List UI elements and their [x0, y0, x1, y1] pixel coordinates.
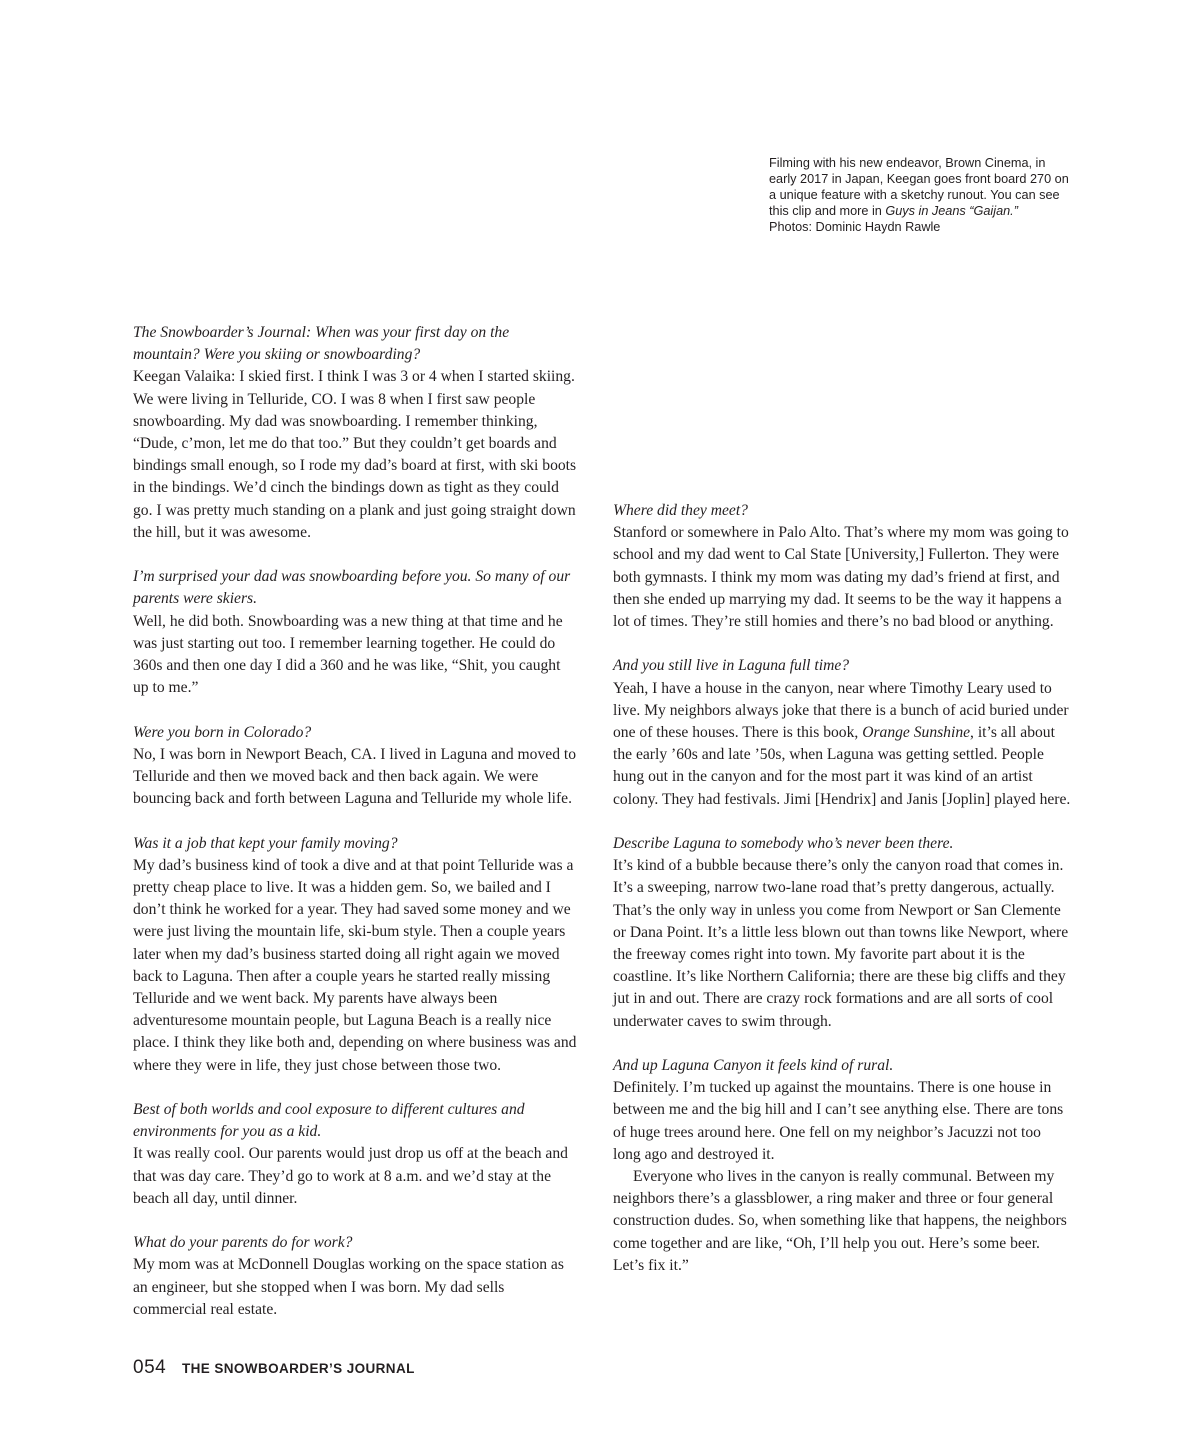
interview-question: Best of both worlds and cool exposure to different cultures and environments for you as a kid. [133, 1101, 525, 1141]
qa-block [613, 500, 1071, 633]
publication-name: THE SNOWBOARDER’S JOURNAL [182, 1361, 415, 1376]
interview-answer: My mom was at McDonnell Douglas working on the space station as an engineer, but she stopped when I was born. My dad sells commercial real estate. [133, 1256, 564, 1318]
qa-block [613, 655, 1071, 810]
interview-answer-continued: Everyone who lives in the canyon is really communal. Between my neighbors there’s a glassblower, a ring maker and three or four general construction dudes. So, when something like that happens, the neighbors come together and are like, “Oh, I’ll help you out. Here’s some beer. Let’s fix it.” [613, 1168, 1067, 1274]
interview-question: Was it a job that kept your family moving? [133, 834, 398, 852]
interview-answer: Definitely. I’m tucked up against the mountains. There is one house in between me and the big hill and I can’t see anything else. There are tons of huge trees around here. One fell on my neighbor’s Jacuzzi not too long ago and destroyed it. [613, 1079, 1064, 1163]
photo-credit: Photos: Dominic Haydn Rawle [769, 220, 941, 235]
interview-question: I’m surprised your dad was snowboarding before you. So many of our parents were skiers. [133, 568, 571, 608]
left-column [133, 322, 578, 1343]
qa-block [613, 833, 1071, 1033]
qa-block [133, 833, 578, 1077]
interview-question: The Snowboarder’s Journal: When was your first day on the mountain? Were you skiing or snowboarding? [133, 324, 510, 364]
interview-question: Were you born in Colorado? [133, 723, 312, 741]
interview-question: And you still live in Laguna full time? [613, 657, 850, 675]
photo-caption [769, 155, 1069, 235]
caption-film-title: Guys in Jeans “Gaijan.” [885, 204, 1018, 219]
qa-block [133, 322, 578, 544]
qa-block [133, 722, 578, 811]
interview-answer [613, 678, 1071, 811]
interview-question: Where did they meet? [613, 502, 748, 519]
caption-text [769, 155, 1069, 219]
interview-answer: It was really cool. Our parents would just drop us off at the beach and that was day care. They’d go to work at 8 a.m. and we’d stay at the beach all day, until dinner. [133, 1145, 568, 1207]
interview-question: Describe Laguna to somebody who’s never been there. [613, 835, 954, 853]
page-number: 054 [133, 1357, 167, 1378]
interview-question: What do your parents do for work? [133, 1234, 353, 1252]
book-title: Orange Sunshine [862, 724, 971, 742]
interview-answer: Stanford or somewhere in Palo Alto. That’s where my mom was going to school and my dad went to Cal State [University,] Fullerton. They were both gymnasts. I think my mom was dating my dad’s friend at first, and then she ended up marrying my dad. It seems to be the way it happens a lot of times. They’re still homies and there’s no bad blood or anything. [613, 524, 1069, 631]
interview-answer: My dad’s business kind of took a dive and at that point Telluride was a pretty cheap place to live. It was a hidden gem. So, we bailed and I don’t think he worked for a year. They had saved some money and we were just living the mountain life, ski-bum style. Then a couple years later when my dad’s business started doing all right again we moved back to Laguna. Then after a couple years he started really missing Telluride and we went back. My parents have always been adventuresome mountain people, but Laguna Beach is a really nice place. I think they like both and, depending on where business was and where they were in life, they just chose between those two. [133, 856, 577, 1074]
caption-body: Filming with his new endeavor, Brown Cinema, in early 2017 in Japan, Keegan goes front board 270 on a unique feature with a sketchy runout. You can see this clip and more in [769, 156, 1069, 219]
qa-block [133, 1099, 578, 1210]
right-column [613, 500, 1071, 1299]
answer-text: Yeah, I have a house in the canyon, near where Timothy Leary used to live. My neighbors always joke that there is a bunch of acid buried under one of these houses. There is this book, [613, 679, 1069, 742]
qa-block [133, 1232, 578, 1321]
interview-answer: It’s kind of a bubble because there’s only the canyon road that comes in. It’s a sweeping, narrow two-lane road that’s pretty dangerous, actually. That’s the only way in unless you come from Newport or San Clemente or Dana Point. It’s a little less blown out than towns like Newport, where the freeway comes right into town. My favorite part about it is the coastline. It’s like Northern California; there are these big cliffs and they jut in and out. There are crazy rock formations and are all sorts of cool underwater caves to swim through. [613, 857, 1069, 1030]
interview-question: And up Laguna Canyon it feels kind of rural. [613, 1057, 894, 1075]
interview-answer: No, I was born in Newport Beach, CA. I lived in Laguna and moved to Telluride and then we moved back and then back again. We were bouncing back and forth between Laguna and Telluride my whole life. [133, 745, 577, 808]
answer-text: , it’s all about the early ’60s and late ’50s, when Laguna was getting settled. People hung out in the canyon and for the most part it was kind of an artist colony. They had festivals. Jimi [Hendrix] and Janis [Joplin] played here. [613, 724, 1071, 808]
interview-answer: Well, he did both. Snowboarding was a new thing at that time and he was just starting out too. I remember learning together. He could do 360s and then one day I did a 360 and he was like, “Shit, you caught up to me.” [133, 612, 563, 697]
qa-block [613, 1055, 1071, 1277]
interview-answer: Keegan Valaika: I skied first. I think I was 3 or 4 when I started skiing. We were living in Telluride, CO. I was 8 when I first saw people snowboarding. My dad was snowboarding. I remember thinking, “Dude, c’mon, let me do that too.” But they couldn’t get boards and bindings small enough, so I rode my dad’s board at first, with ski boots in the bindings. We’d cinch the bindings down as tight as they could go. I was pretty much standing on a plank and just going straight down the hill, but it was awesome. [133, 368, 577, 541]
qa-block [133, 566, 578, 699]
